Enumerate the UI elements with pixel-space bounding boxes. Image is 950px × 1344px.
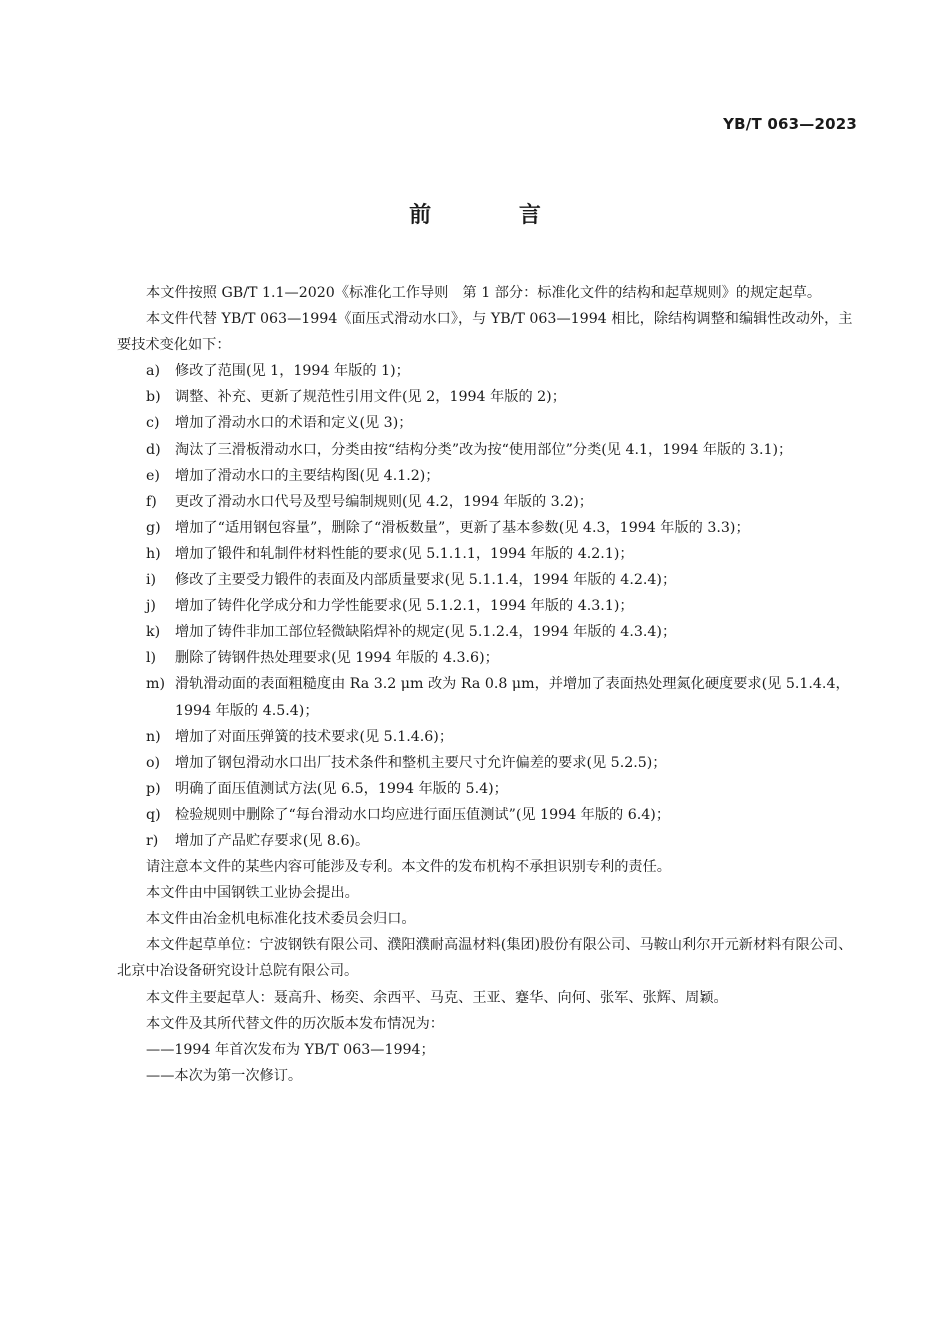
document-code: YB/T 063—2023: [723, 115, 857, 133]
list-item: [117, 515, 859, 541]
list-item: [117, 567, 859, 593]
list-item-text: 修改了范围(见 1，1994 年版的 1)；: [175, 363, 410, 380]
list-item: [117, 384, 859, 410]
list-item-text: 删除了铸钢件热处理要求(见 1994 年版的 4.3.6)；: [175, 650, 499, 667]
document-body: [117, 280, 859, 1089]
list-item-text: 更改了滑动水口代号及型号编制规则(见 4.2，1994 年版的 3.2)；: [175, 493, 593, 510]
list-item: [117, 358, 859, 384]
list-item-text: 滑轨滑动面的表面粗糙度由 Ra 3.2 μm 改为 Ra 0.8 μm，并增加了表面热处理氮化硬度要求(见 5.1.4.4，1994 年版的 4.5.4)；: [175, 676, 850, 719]
list-marker: n): [146, 728, 161, 745]
list-marker: i): [146, 572, 157, 589]
list-marker: r): [146, 832, 159, 849]
list-marker: k): [146, 624, 161, 641]
list-marker: j): [146, 598, 156, 615]
list-item-text: 增加了“适用钢包容量”，删除了“滑板数量”，更新了基本参数(见 4.3，1994 年版的 3.3)；: [175, 519, 750, 536]
list-item: [117, 828, 859, 854]
list-item-text: 增加了钢包滑动水口出厂技术条件和整机主要尺寸允许偏差的要求(见 5.2.5)；: [175, 754, 667, 771]
history-intro-paragraph: 本文件及其所代替文件的历次版本发布情况为：: [146, 1015, 444, 1032]
list-item: [117, 671, 859, 723]
history-item: ——本次为第一次修订。: [146, 1067, 303, 1084]
list-item-text: 增加了锻件和轧制件材料性能的要求(见 5.1.1.1，1994 年版的 4.2.1)；: [175, 545, 634, 562]
list-item: [117, 410, 859, 436]
list-marker: o): [146, 754, 161, 771]
list-item: [117, 489, 859, 515]
patent-notice: 请注意本文件的某些内容可能涉及专利。本文件的发布机构不承担识别专利的责任。: [146, 859, 671, 876]
list-item: [117, 776, 859, 802]
drafting-units-paragraph: 本文件起草单位：宁波钢铁有限公司、濮阳濮耐高温材料(集团)股份有限公司、马鞍山利尔开元新材料有限公司、北京中冶设备研究设计总院有限公司。: [117, 937, 853, 980]
list-item-text: 增加了铸件非加工部位轻微缺陷焊补的规定(见 5.1.2.4，1994 年版的 4.3.4)；: [175, 624, 677, 641]
list-item-text: 修改了主要受力锻件的表面及内部质量要求(见 5.1.1.4，1994 年版的 4.2.4)；: [175, 572, 677, 589]
list-item-text: 增加了铸件化学成分和力学性能要求(见 5.1.2.1，1994 年版的 4.3.1)；: [175, 598, 634, 615]
list-marker: g): [146, 519, 161, 536]
list-item-text: 检验规则中删除了“每台滑动水口均应进行面压值测试”(见 1994 年版的 6.4)；: [175, 806, 671, 823]
list-item-text: 增加了对面压弹簧的技术要求(见 5.1.4.6)；: [175, 728, 454, 745]
changes-list: [117, 358, 859, 854]
list-item: [117, 750, 859, 776]
list-item: [117, 463, 859, 489]
list-marker: b): [146, 389, 161, 406]
page-title: 前 言: [409, 203, 581, 228]
list-marker: l): [146, 650, 157, 667]
list-item: [117, 437, 859, 463]
committee-paragraph: 本文件由冶金机电标准化技术委员会归口。: [146, 911, 416, 928]
list-item: [117, 724, 859, 750]
list-item-text: 调整、补充、更新了规范性引用文件(见 2，1994 年版的 2)；: [175, 389, 566, 406]
list-item: [117, 619, 859, 645]
list-item: [117, 802, 859, 828]
list-item-text: 增加了滑动水口的术语和定义(见 3)；: [175, 415, 413, 432]
list-marker: f): [146, 493, 157, 510]
list-item: [117, 541, 859, 567]
list-marker: q): [146, 806, 161, 823]
list-item-text: 淘汰了三滑板滑动水口，分类由按“结构分类”改为按“使用部位”分类(见 4.1，1994 年版的 3.1)；: [175, 441, 793, 458]
list-marker: e): [146, 467, 160, 484]
list-item-text: 增加了滑动水口的主要结构图(见 4.1.2)；: [175, 467, 440, 484]
list-marker: d): [146, 441, 161, 458]
history-item: ——1994 年首次发布为 YB/T 063—1994；: [146, 1041, 435, 1058]
list-marker: a): [146, 363, 160, 380]
list-marker: h): [146, 545, 161, 562]
intro-paragraph-2: 本文件代替 YB/T 063—1994《面压式滑动水口》，与 YB/T 063—1994 相比，除结构调整和编辑性改动外，主要技术变化如下：: [117, 311, 853, 354]
list-marker: m): [146, 676, 165, 693]
list-item: [117, 593, 859, 619]
drafters-paragraph: 本文件主要起草人：聂高升、杨奕、余西平、马克、王亚、蹇华、向何、张军、张辉、周颖。: [146, 989, 728, 1006]
proposer-paragraph: 本文件由中国钢铁工业协会提出。: [146, 885, 359, 902]
list-marker: c): [146, 415, 160, 432]
list-marker: p): [146, 780, 161, 797]
intro-paragraph-1: 本文件按照 GB/T 1.1—2020《标准化工作导则 第 1 部分：标准化文件的结构和起草规则》的规定起草。: [146, 285, 822, 301]
list-item-text: 明确了面压值测试方法(见 6.5，1994 年版的 5.4)；: [175, 780, 508, 797]
list-item-text: 增加了产品贮存要求(见 8.6)。: [175, 832, 370, 849]
list-item: [117, 645, 859, 671]
